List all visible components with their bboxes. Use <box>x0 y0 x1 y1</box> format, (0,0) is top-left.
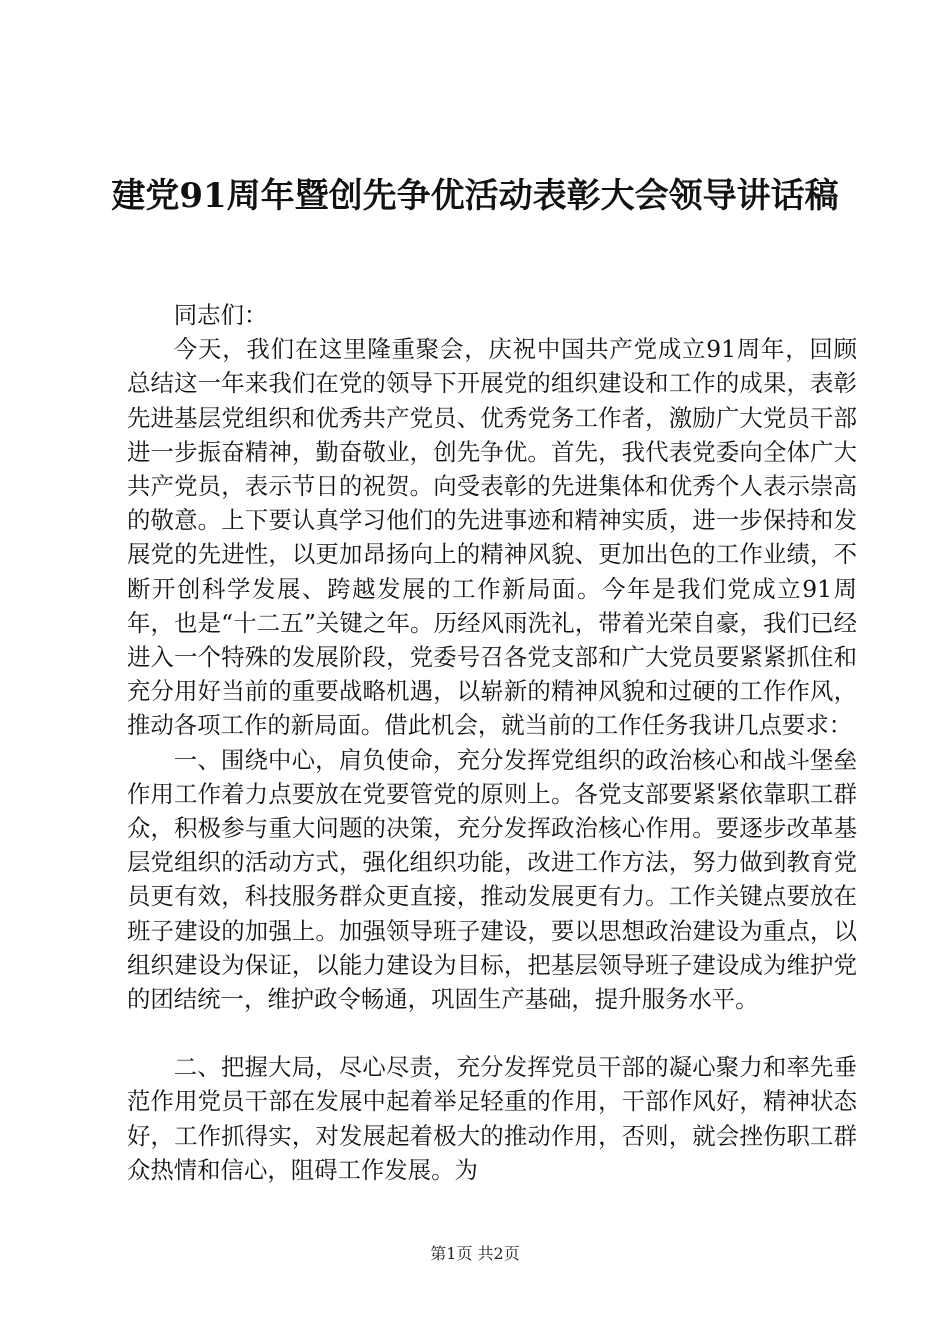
document-title: 建党91周年暨创先争优活动表彰大会领导讲话稿 <box>111 176 839 216</box>
paragraph-point-two: 二、把握大局，尽心尽责，充分发挥党员干部的凝心聚力和率先垂范作用党员干部在发展中起着举足轻重的作用，干部作风好，精神状态好，工作抓得实，对发展起着极大的推动作用，否则，就会挫伤职工群众热情和信心，阻碍工作发展。为 <box>127 1053 857 1184</box>
salutation: 同志们： <box>173 301 268 329</box>
paragraph-point-one: 一、围绕中心，肩负使命，充分发挥党组织的政治核心和战斗堡垒作用工作着力点要放在党要管党的原则上。各党支部要紧紧依靠职工群众，积极参与重大问题的决策，充分发挥政治核心作用。要逐步改革基层党组织的活动方式，强化组织功能，改进工作方法，努力做到教育党员更有效，科技服务群众更直接，推动发展更有力。工作关键点要放在班子建设的加强上。加强领导班子建设，要以思想政治建设为重点，以组织建设为保证，以能力建设为目标，把基层领导班子建设成为维护党的团结统一，维护政令畅通，巩固生产基础，提升服务水平。 <box>127 745 857 1014</box>
paragraph-intro: 今天，我们在这里隆重聚会，庆祝中国共产党成立91周年，回顾总结这一年来我们在党的领导下开展党的组织建设和工作的成果，表彰先进基层党组织和优秀共产党员、优秀党务工作者，激励广大党员干部进一步振奋精神，勤奋敬业，创先争优。首先，我代表党委向全体广大共产党员，表示节日的祝贺。向受表彰的先进集体和优秀个人表示崇高的敬意。上下要认真学习他们的先进事迹和精神实质，进一步保持和发展党的先进性，以更加昂扬向上的精神风貌、更加出色的工作业绩，不断开创科学发展、跨越发展的工作新局面。今年是我们党成立91周年，也是“十二五”关键之年。历经风雨洗礼，带着光荣自豪，我们已经进入一个特殊的发展阶段，党委号召各党支部和广大党员要紧紧抓住和充分用好当前的重要战略机遇，以崭新的精神风貌和过硬的工作作风，推动各项工作的新局面。借此机会，就当前的工作任务我讲几点要求： <box>127 335 857 740</box>
page-footer: 第1页 共2页 <box>430 1244 520 1263</box>
document-body <box>127 298 857 1187</box>
